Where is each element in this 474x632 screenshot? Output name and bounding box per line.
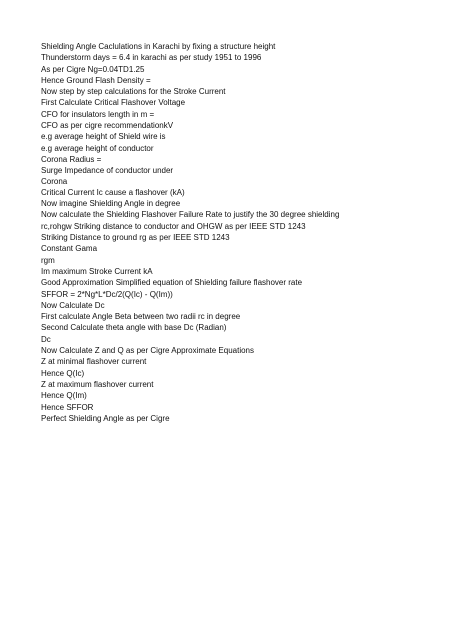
text-line: Good Approximation Simplified equation of Shielding failure flashover rate (41, 278, 303, 288)
text-line: Im maximum Stroke Current kA (41, 266, 153, 276)
text-line: CFO for insulators length in m = (41, 109, 155, 119)
text-line: CFO as per cigre recommendationkV (41, 121, 174, 131)
text-line: e.g average height of Shield wire is (41, 132, 166, 142)
text-line: SFFOR = 2*Ng*L*Dc/2(Q(Ic) - Q(Im)) (41, 289, 173, 299)
text-line: Hence SFFOR (41, 402, 94, 412)
text-line: Critical Current Ic cause a flashover (kA) (41, 187, 185, 197)
text-line: Thunderstorm days = 6.4 in karachi as per study 1951 to 1996 (41, 53, 262, 63)
text-line: Now step by step calculations for the Stroke Current (41, 87, 226, 97)
text-line: Hence Ground Flash Density = (41, 75, 151, 85)
text-line: As per Cigre Ng=0.04TD1.25 (41, 64, 145, 74)
text-line: Shielding Angle Caclulations in Karachi by fixing a structure height (41, 42, 276, 51)
text-line: Z at maximum flashover current (41, 379, 154, 389)
text-line: Corona (41, 176, 68, 186)
text-line: Constant Gama (41, 244, 98, 254)
text-line: Hence Q(Ic) (41, 368, 85, 378)
text-line: Dc (41, 334, 51, 344)
text-line: Now Calculate Dc (41, 300, 105, 310)
document-text-block (41, 41, 341, 424)
text-line: rc,rohgw Striking distance to conductor and OHGW as per IEEE STD 1243 (41, 221, 306, 231)
text-line: Corona Radius = (41, 154, 102, 164)
text-line: Hence Q(Im) (41, 391, 87, 401)
text-line: First calculate Angle Beta between two radii rc in degree (41, 312, 241, 322)
text-line: Second Calculate theta angle with base Dc (Radian) (41, 323, 227, 333)
text-line: Now imagine Shielding Angle in degree (41, 199, 181, 209)
text-line: e.g average height of conductor (41, 143, 154, 153)
text-line: Striking Distance to ground rg as per IEEE STD 1243 (41, 233, 230, 243)
text-line: Now Calculate Z and Q as per Cigre Approximate Equations (41, 346, 254, 356)
text-line: Z at minimal flashover current (41, 357, 147, 367)
text-line: Perfect Shielding Angle as per Cigre (41, 413, 170, 423)
text-line: Surge Impedance of conductor under (41, 166, 174, 176)
text-line: Now calculate the Shielding Flashover Failure Rate to justify the 30 degree shielding (41, 210, 340, 220)
text-line: First Calculate Critical Flashover Voltage (41, 98, 186, 108)
text-line: rgm (41, 255, 55, 265)
